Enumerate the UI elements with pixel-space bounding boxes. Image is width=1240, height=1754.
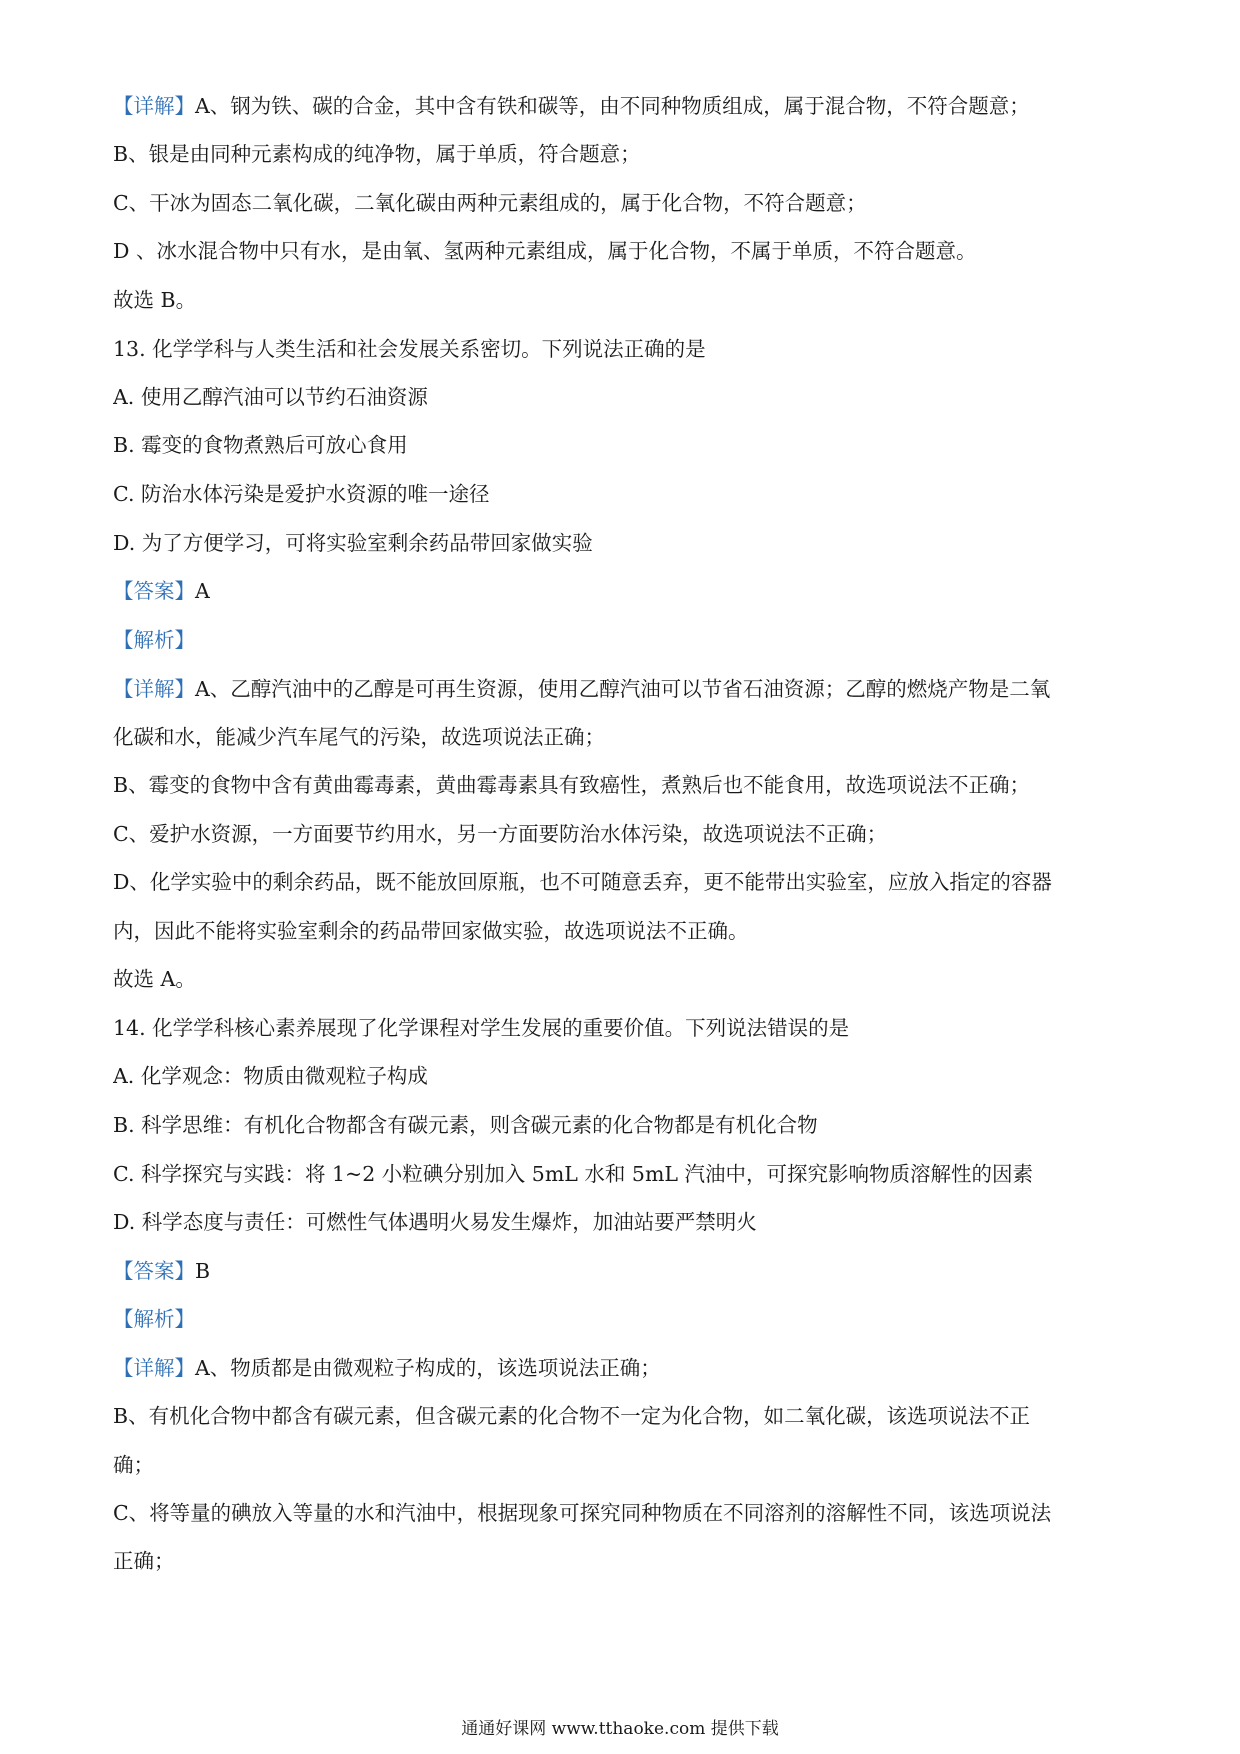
text-line (113, 966, 1133, 992)
line-text: B、银是由同种元素构成的纯净物，属于单质，符合题意； (113, 142, 641, 166)
line-text: D. 为了方便学习，可将实验室剩余药品带回家做实验 (113, 531, 593, 555)
line-text: A、物质都是由微观粒子构成的，该选项说法正确； (195, 1356, 661, 1380)
text-line (113, 918, 1133, 944)
text-line (113, 1209, 1133, 1235)
text-line (113, 724, 1133, 750)
line-text: 13. 化学学科与人类生活和社会发展关系密切。下列说法正确的是 (113, 337, 706, 361)
line-text: B、霉变的食物中含有黄曲霉毒素，黄曲霉毒素具有致癌性，煮熟后也不能食用，故选项说法不正确； (113, 773, 1031, 797)
text-line (113, 676, 1133, 702)
text-line (113, 627, 1133, 653)
line-text: C. 科学探究与实践：将 1~2 小粒碘分别加入 5mL 水和 5mL 汽油中，可探究影响物质溶解性的因素 (113, 1162, 1034, 1186)
line-text: A (195, 579, 210, 603)
text-line (113, 1306, 1133, 1332)
line-text: D、化学实验中的剩余药品，既不能放回原瓶，也不可随意丢弃，更不能带出实验室，应放入指定的容器 (113, 870, 1052, 894)
line-text: A、乙醇汽油中的乙醇是可再生资源，使用乙醇汽油可以节省石油资源；乙醇的燃烧产物是二氧 (195, 677, 1051, 701)
line-text: D. 科学态度与责任：可燃性气体遇明火易发生爆炸，加油站要严禁明火 (113, 1210, 757, 1234)
line-text: C、干冰为固态二氧化碳，二氧化碳由两种元素组成的，属于化合物，不符合题意； (113, 191, 867, 215)
text-line (113, 384, 1133, 410)
text-line (113, 772, 1133, 798)
text-line (113, 238, 1133, 264)
section-tag: 【解析】 (113, 1307, 195, 1331)
text-line (113, 432, 1133, 458)
text-line (113, 1355, 1133, 1381)
line-text: C、爱护水资源，一方面要节约用水，另一方面要防治水体污染，故选项说法不正确； (113, 822, 888, 846)
text-line (113, 190, 1133, 216)
text-line (113, 1500, 1133, 1526)
text-line (113, 287, 1133, 313)
section-tag: 【答案】 (113, 1259, 195, 1283)
text-line (113, 1452, 1133, 1478)
line-text: 14. 化学学科核心素养展现了化学课程对学生发展的重要价值。下列说法错误的是 (113, 1016, 850, 1040)
line-text: B. 科学思维：有机化合物都含有碳元素，则含碳元素的化合物都是有机化合物 (113, 1113, 818, 1137)
line-text: 故选 A。 (113, 967, 196, 991)
line-text: 故选 B。 (113, 288, 197, 312)
line-text: A、钢为铁、碳的合金，其中含有铁和碳等，由不同种物质组成，属于混合物，不符合题意； (195, 94, 1030, 118)
text-line (113, 1015, 1133, 1041)
line-text: B (195, 1259, 211, 1283)
section-tag: 【详解】 (113, 677, 195, 701)
text-line (113, 1548, 1133, 1574)
line-text: 内，因此不能将实验室剩余的药品带回家做实验，故选项说法不正确。 (113, 919, 749, 943)
line-text: A. 使用乙醇汽油可以节约石油资源 (113, 385, 428, 409)
line-text: A. 化学观念：物质由微观粒子构成 (113, 1064, 428, 1088)
line-text: 正确； (113, 1549, 175, 1573)
text-line (113, 869, 1133, 895)
text-line (113, 1403, 1133, 1429)
line-text: C、将等量的碘放入等量的水和汽油中，根据现象可探究同种物质在不同溶剂的溶解性不同，该选项说法 (113, 1501, 1052, 1525)
text-line (113, 1161, 1133, 1187)
line-text: 化碳和水，能减少汽车尾气的污染，故选项说法正确； (113, 725, 605, 749)
section-tag: 【答案】 (113, 579, 195, 603)
text-line (113, 1063, 1133, 1089)
section-tag: 【详解】 (113, 1356, 195, 1380)
text-line (113, 1258, 1133, 1284)
text-line (113, 578, 1133, 604)
line-text: B. 霉变的食物煮熟后可放心食用 (113, 433, 408, 457)
text-line (113, 336, 1133, 362)
section-tag: 【详解】 (113, 94, 195, 118)
line-text: C. 防治水体污染是爱护水资源的唯一途径 (113, 482, 490, 506)
section-tag: 【解析】 (113, 628, 195, 652)
text-line (113, 481, 1133, 507)
line-text: D 、冰水混合物中只有水，是由氧、氢两种元素组成，属于化合物，不属于单质，不符合题意。 (113, 239, 977, 263)
page-footer: 通通好课网 www.tthaoke.com 提供下载 (461, 1719, 779, 1739)
line-text: 确； (113, 1453, 154, 1477)
text-line (113, 141, 1133, 167)
text-line (113, 821, 1133, 847)
text-line (113, 93, 1133, 119)
text-line (113, 1112, 1133, 1138)
text-line (113, 530, 1133, 556)
line-text: B、有机化合物中都含有碳元素，但含碳元素的化合物不一定为化合物，如二氧化碳，该选项说法不正 (113, 1404, 1031, 1428)
